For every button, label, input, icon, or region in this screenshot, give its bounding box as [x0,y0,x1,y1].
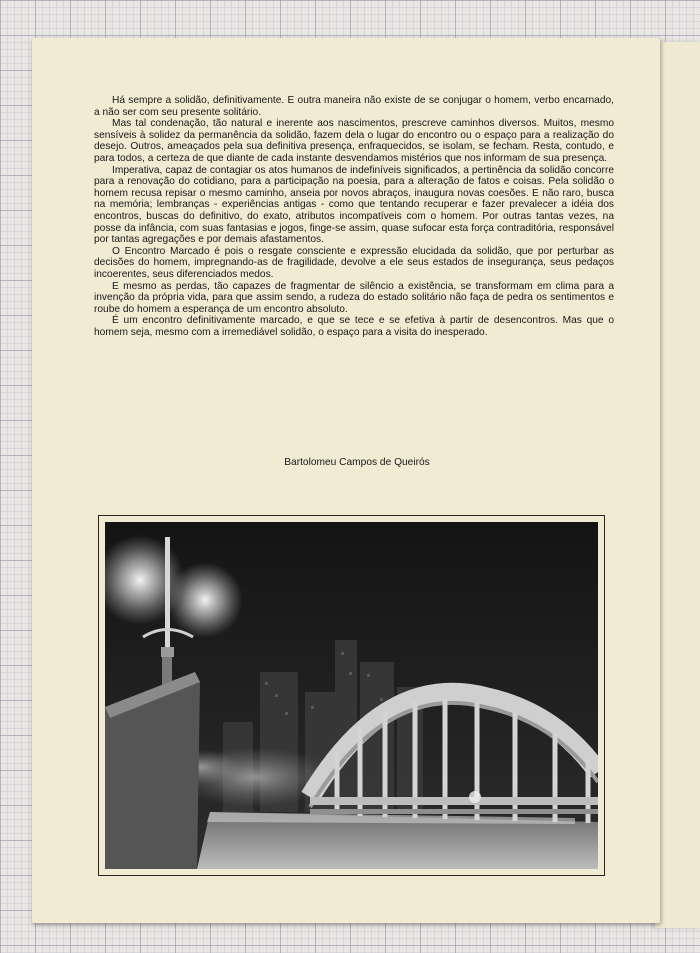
paragraph-1: Há sempre a solidão, definitivamente. E outra maneira não existe de se conjugar o homem, verbo encarnado, a não ser com seu presente solitário. [94,95,614,118]
essay-text [94,95,614,338]
paragraph-2: Mas tal condenação, tão natural e inerente aos nascimentos, prescreve caminhos diversos. Muitos, mesmo sensíveis à solidez da permanência da solidão, fazem dela o lugar do encontro ou o espaço para a realização do desejo. Outros, ameaçados pela sua definitiva presença, enfraquecidos, se isolam, se fecham. Resta, contudo, e para todos, a certeza de que diante de cada instante desvendamos mistérios que nos informam de sua presença. [94,118,614,164]
paragraph-6: É um encontro definitivamente marcado, e que se tece e se efetiva à partir de desencontros. Mas que o homem seja, mesmo com a irremediável solidão, o espaço para a visita do inesperado. [94,315,614,338]
author-signature: Bartolomeu Campos de Queirós [284,457,430,468]
photo-frame [98,515,605,876]
bridge-photo-illustration [105,522,598,869]
paragraph-4: O Encontro Marcado é pois o resgate consciente e expressão elucidada da solidão, que por perturbar as decisões do homem, impregnando-as de fragilidade, devolve a ele seus estados de insegurança, seus pedaços incoerentes, seus diferenciados medos. [94,245,614,280]
paragraph-3: Imperativa, capaz de contagiar os atos humanos de indefiníveis significados, a pertinência da solidão concorre para a renovação do cotidiano, para a participação na poesia, para a alteração de fatos e coisas. Pela solidão o homem recusa repisar o mesmo caminho, anseia por novos abraços, inaugura novas coesões. E não raro, busca na memória; lembranças - experiências antigas - como que tentando recuperar e fazer prevalecer a idéia dos encontros, buscas do definitivo, do exato, atributos incompatíveis com o homem. Por outras tantas vezes, na posse da infância, com suas fantasias e jogos, finge-se assim, quase sufocar esta força contraditória, responsável por tantas agregações e por demais afastamentos. [94,164,614,246]
bridge-night-photo [105,522,598,869]
paragraph-5: E mesmo as perdas, tão capazes de fragmentar de silêncio a existência, se transformam em clima para a invenção da própria vida, para que assim sendo, a rudeza do estado solitário não faça de pedra os sentimentos e roube do homem a esperança de um encontro absoluto. [94,280,614,315]
booklet-page [32,38,660,923]
next-page-edge [655,42,700,928]
